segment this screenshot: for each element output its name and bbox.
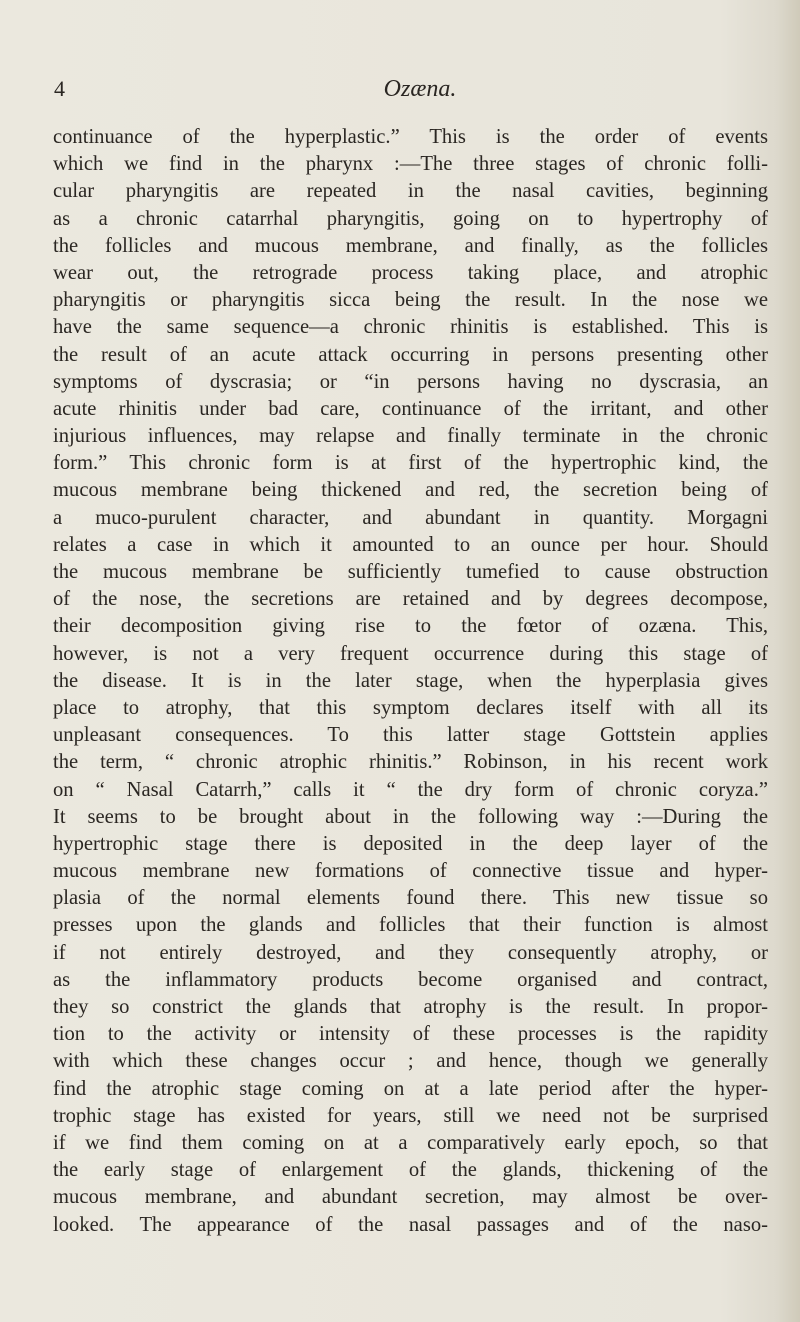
text-line: pharyngitis or pharyngitis sicca being the result. In the nose we — [53, 289, 768, 312]
text-line: have the same sequence—a chronic rhinitis is established. This is — [53, 316, 768, 339]
text-line: continuance of the hyperplastic.” This is the order of events — [53, 126, 768, 148]
text-line: as a chronic catarrhal pharyngitis, going on to hypertrophy of — [53, 207, 768, 230]
text-line: they so constrict the glands that atrophy is the result. In propor- — [53, 996, 768, 1018]
text-line: a muco-purulent character, and abundant in quantity. Morgagni — [53, 506, 768, 529]
running-title: Ozæna. — [383, 76, 457, 102]
text-line: the mucous membrane be sufficiently tumefied to cause obstruction — [53, 561, 768, 583]
text-line: if we find them coming on at a comparatively early epoch, so that — [53, 1131, 768, 1154]
text-line: the result of an acute attack occurring in persons presenting other — [53, 343, 768, 366]
text-line: mucous membrane new formations of connective tissue and hyper- — [53, 860, 768, 883]
text-line: tion to the activity or intensity of these processes is the rapidity — [53, 1023, 768, 1046]
text-line: with which these changes occur ; and hence, though we generally — [53, 1050, 768, 1073]
text-line: of the nose, the secretions are retained and by degrees decompose, — [53, 588, 768, 611]
text-line: plasia of the normal elements found there. This new tissue so — [53, 887, 768, 910]
text-line: relates a case in which it amounted to an ounce per hour. Should — [53, 533, 768, 556]
text-line: find the atrophic stage coming on at a late period after the hyper- — [53, 1077, 768, 1100]
page-number: 4 — [54, 76, 65, 101]
page-header — [40, 78, 760, 108]
text-line: mucous membrane being thickened and red, the secretion being of — [53, 479, 768, 502]
text-line: presses upon the glands and follicles that their function is almost — [53, 914, 768, 937]
text-line: the disease. It is in the later stage, when the hyperplasia gives — [53, 669, 768, 692]
text-line: It seems to be brought about in the following way :—During the — [53, 805, 768, 828]
text-line: trophic stage has existed for years, still we need not be surprised — [53, 1104, 768, 1127]
text-line: injurious influences, may relapse and finally terminate in the chronic — [53, 425, 768, 448]
text-line: cular pharyngitis are repeated in the nasal cavities, beginning — [53, 180, 768, 203]
text-line: wear out, the retrograde process taking place, and atrophic — [53, 261, 768, 284]
text-line: place to atrophy, that this symptom declares itself with all its — [53, 696, 768, 719]
text-line: the term, “ chronic atrophic rhinitis.” Robinson, in his recent work — [53, 751, 768, 774]
text-line: form.” This chronic form is at first of the hypertrophic kind, the — [53, 452, 768, 475]
text-line: the early stage of enlargement of the glands, thickening of the — [53, 1159, 768, 1182]
text-line: unpleasant consequences. To this latter stage Gottstein applies — [53, 724, 768, 747]
text-line: which we find in the pharynx :—The three stages of chronic folli- — [53, 153, 768, 176]
text-line: their decomposition giving rise to the fœtor of ozæna. This, — [53, 615, 768, 638]
text-line: symptoms of dyscrasia; or “in persons having no dyscrasia, an — [53, 370, 768, 393]
text-line: if not entirely destroyed, and they consequently atrophy, or — [53, 941, 768, 964]
text-line: the follicles and mucous membrane, and finally, as the follicles — [53, 234, 768, 257]
text-line: hypertrophic stage there is deposited in the deep layer of the — [53, 832, 768, 855]
text-line: however, is not a very frequent occurrence during this stage of — [53, 642, 768, 665]
text-line: mucous membrane, and abundant secretion, may almost be over- — [53, 1186, 768, 1209]
body-text — [53, 124, 768, 1239]
text-line: acute rhinitis under bad care, continuance of the irritant, and other — [53, 397, 768, 420]
text-line: looked. The appearance of the nasal passages and of the naso- — [53, 1213, 768, 1236]
text-line: as the inflammatory products become organised and contract, — [53, 968, 768, 991]
text-line: on “ Nasal Catarrh,” calls it “ the dry form of chronic coryza.” — [53, 778, 768, 801]
